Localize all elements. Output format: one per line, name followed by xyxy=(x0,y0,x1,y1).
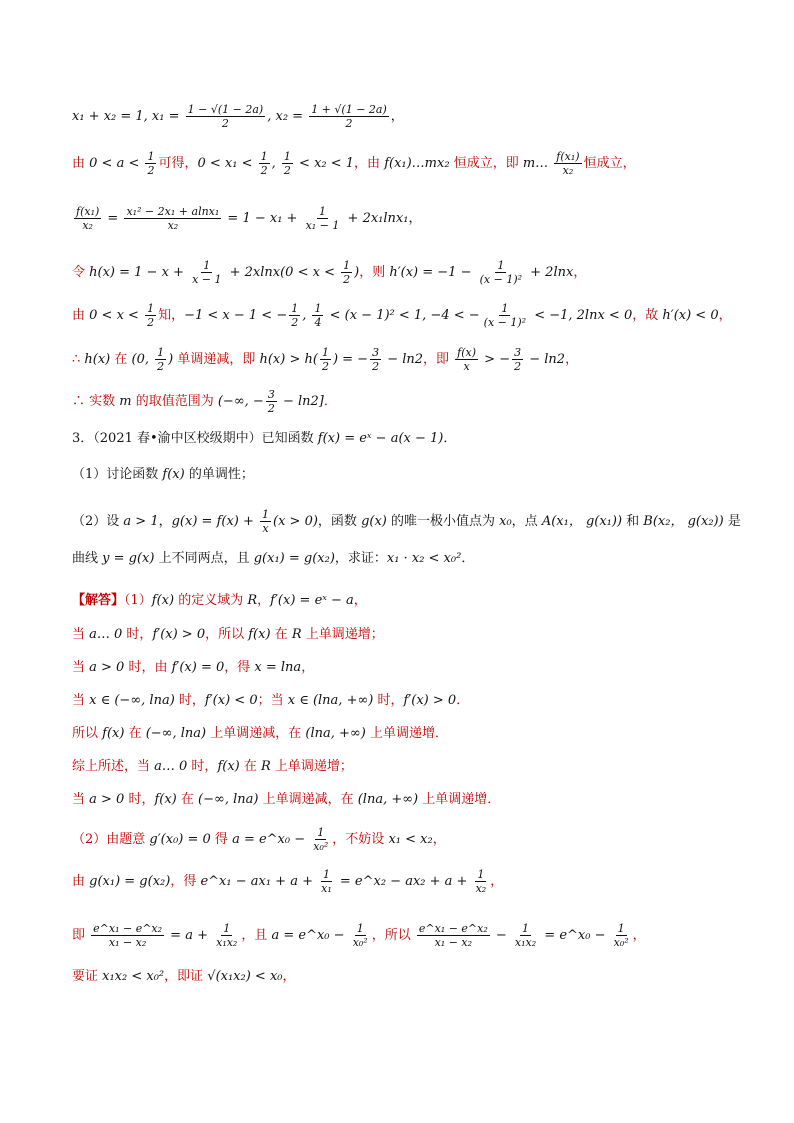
fraction-denominator: 2 xyxy=(147,164,155,177)
text-run: 和 xyxy=(622,514,644,529)
fraction xyxy=(304,205,342,232)
math-expression: 0 < a < xyxy=(89,156,144,171)
fraction-numerator: 3 xyxy=(514,346,522,359)
math-expression: > − xyxy=(480,352,511,367)
text-run: 恒成立，即 xyxy=(449,156,523,171)
text-run: ， xyxy=(632,928,646,943)
fraction-numerator: 1 + √(1 − 2a) xyxy=(311,103,387,116)
math-expression: h(x) = 1 − x + xyxy=(89,265,189,280)
math-expression: − xyxy=(491,928,511,943)
fraction xyxy=(259,150,270,177)
text-line xyxy=(72,626,384,644)
text-run: ， xyxy=(573,265,587,280)
math-expression: x ∈ (−∞, lna) xyxy=(89,693,175,708)
math-expression: √(x₁x₂) < x₀ xyxy=(207,969,283,984)
text-run: 时， xyxy=(373,693,404,708)
math-expression: −1 < x − 1 < − xyxy=(184,308,288,323)
fraction xyxy=(417,922,490,949)
text-run: ，所以 xyxy=(205,627,249,642)
text-run: 当 xyxy=(72,627,90,642)
text-run: 上单调递增； xyxy=(301,627,384,642)
fraction xyxy=(612,922,631,949)
text-run: ， xyxy=(158,514,172,529)
fraction-denominator: 2 xyxy=(283,164,291,177)
math-expression: + 2xlnx(0 < x < xyxy=(225,265,340,280)
text-run: 时，由 xyxy=(124,660,172,675)
fraction-denominator: 2 xyxy=(291,316,299,329)
fraction-numerator: 1 xyxy=(497,259,505,272)
text-run: 上单调递增； xyxy=(270,759,353,774)
math-expression: y = g(x) xyxy=(102,551,155,566)
text-run: 上不同两点，且 xyxy=(154,551,254,566)
text-run: ，所以 xyxy=(371,928,415,943)
fraction-numerator: 1 xyxy=(477,868,485,881)
text-run: 在 xyxy=(239,759,261,774)
fraction-numerator: 1 xyxy=(617,922,625,935)
fraction xyxy=(260,508,271,535)
text-run: ，即证 xyxy=(164,969,208,984)
fraction xyxy=(155,346,166,373)
text-run: ，且 xyxy=(241,928,272,943)
text-run: 在 xyxy=(110,352,132,367)
text-run: ． xyxy=(323,394,337,409)
math-expression: e^x₁ − ax₁ + a + xyxy=(200,874,318,889)
fraction-numerator: f(x) xyxy=(457,346,477,359)
fraction-numerator: 1 xyxy=(314,302,322,315)
math-expression: (−∞, lna) xyxy=(198,792,259,807)
math-expression: g(x) xyxy=(361,514,387,529)
math-expression: f′(x) = eˣ − a xyxy=(270,593,354,608)
math-expression: = xyxy=(103,211,123,226)
text-run: ，得 xyxy=(224,660,255,675)
text-run: ，由 xyxy=(354,156,385,171)
text-run: 当 xyxy=(72,660,90,675)
fraction-denominator: x₁ − 1 xyxy=(305,219,340,232)
fraction-numerator: 1 xyxy=(317,826,325,839)
text-run: ，点 xyxy=(511,514,542,529)
text-run: ． xyxy=(443,431,457,446)
text-line xyxy=(72,968,296,986)
text-run: 单调递减，即 xyxy=(173,352,260,367)
fraction-denominator: 4 xyxy=(314,316,322,329)
fraction xyxy=(190,259,223,286)
math-expression: < (x − 1)² < 1, −4 < − xyxy=(325,308,480,323)
text-run: ， xyxy=(390,109,404,124)
math-expression: (−∞, lna) xyxy=(145,726,207,741)
fraction-numerator: 1 xyxy=(319,205,326,218)
math-expression: − ln2 xyxy=(525,352,566,367)
text-run: 时， xyxy=(124,792,155,807)
fraction xyxy=(482,302,528,329)
text-run: ， xyxy=(432,832,446,847)
math-expression: < −1, 2lnx < 0 xyxy=(530,308,633,323)
text-run: 在 xyxy=(176,792,199,807)
text-run: ，求证： xyxy=(334,551,387,566)
math-expression: B(x₂， g(x₂)) xyxy=(643,514,724,529)
text-run: 的定义域为 xyxy=(174,593,248,608)
math-expression: R xyxy=(291,627,302,642)
fraction-numerator: e^x₁ − e^x₂ xyxy=(93,922,163,935)
text-line xyxy=(72,725,448,743)
fraction xyxy=(320,346,331,373)
math-expression: a… 0 xyxy=(154,759,188,774)
math-expression: m… xyxy=(522,156,553,171)
math-expression: = e^x₂ − ax₂ + a + xyxy=(335,874,472,889)
fraction-numerator: 1 xyxy=(260,150,268,163)
fraction xyxy=(478,259,524,286)
math-expression: x = lna xyxy=(254,660,302,675)
math-expression: − ln2] xyxy=(278,394,324,409)
fraction-denominator: x₂ xyxy=(82,219,93,232)
fraction-numerator: 1 xyxy=(283,150,291,163)
math-expression: , xyxy=(302,308,311,323)
text-line xyxy=(72,103,404,130)
text-run: 由 xyxy=(72,874,90,889)
fraction-numerator: 1 xyxy=(223,922,231,935)
fraction-denominator: (x − 1)² xyxy=(479,273,523,286)
fraction-denominator: x₂ xyxy=(167,219,179,232)
fraction-numerator: f(x₁) xyxy=(556,150,580,163)
math-expression: a = e^x₀ − xyxy=(271,928,349,943)
fraction-numerator: 1 xyxy=(157,346,165,359)
fraction xyxy=(370,346,381,373)
text-run: 得 xyxy=(210,832,233,847)
fraction-denominator: x₁ − x₂ xyxy=(434,936,473,949)
fraction-numerator: 1 − √(1 − 2a) xyxy=(187,103,264,116)
math-expression: ) xyxy=(354,265,360,280)
math-expression: − ln2 xyxy=(383,352,424,367)
text-run: ，函数 xyxy=(317,514,362,529)
text-line xyxy=(72,508,741,535)
text-run: 的单调性； xyxy=(184,467,254,482)
text-run: 时， xyxy=(122,627,153,642)
math-expression: f(x) = eˣ − a(x − 1) xyxy=(317,431,444,446)
math-expression: R xyxy=(247,593,258,608)
fraction-denominator: 2 xyxy=(221,117,229,130)
fraction xyxy=(312,302,323,329)
fraction-numerator: f(x₁) xyxy=(76,205,100,218)
math-expression: g(x) = f(x) + xyxy=(171,514,259,529)
math-expression: f(x₁)…mx₂ xyxy=(384,156,450,171)
fraction-denominator: x xyxy=(463,360,470,373)
text-run: 上单调递减，在 xyxy=(258,792,358,807)
text-run: 即 xyxy=(72,928,90,943)
math-expression: + 2x₁lnx₁ xyxy=(343,211,409,226)
math-expression: a > 0 xyxy=(89,660,125,675)
text-run: ；当 xyxy=(257,693,288,708)
text-line xyxy=(72,791,500,809)
text-run: ，得 xyxy=(170,874,201,889)
fraction-denominator: 2 xyxy=(260,164,268,177)
text-run: ， xyxy=(408,211,422,226)
math-expression: f(x) xyxy=(102,726,125,741)
fraction-denominator: 2 xyxy=(267,402,275,415)
fraction-denominator: x − 1 xyxy=(192,273,222,286)
text-run: 恒成立， xyxy=(583,156,636,171)
text-run: 上单调递增． xyxy=(365,726,448,741)
math-expression: m xyxy=(119,394,132,409)
math-expression: 0 < x₁ < xyxy=(197,156,257,171)
math-expression: < x₂ < 1 xyxy=(294,156,355,171)
fraction-denominator: 2 xyxy=(321,360,329,373)
math-expression: a = e^x₀ − xyxy=(232,832,310,847)
text-run: 上单调递减，在 xyxy=(206,726,306,741)
math-expression: , x₂ = xyxy=(267,109,308,124)
text-run: ， xyxy=(282,969,296,984)
text-line xyxy=(72,150,636,177)
math-expression: a > 0 xyxy=(89,792,125,807)
text-run: ， xyxy=(718,308,732,323)
fraction-numerator: 1 xyxy=(356,922,364,935)
fraction-numerator: 1 xyxy=(147,302,155,315)
text-run: ，不妨设 xyxy=(332,832,389,847)
math-expression: f(x) xyxy=(248,627,271,642)
text-run: 要证 xyxy=(72,969,103,984)
math-expression: h(x) > h( xyxy=(259,352,318,367)
math-expression: f′(x) < 0 xyxy=(204,693,258,708)
text-line xyxy=(72,592,367,610)
math-expression: x₀ xyxy=(499,514,512,529)
fraction-denominator: x₁x₂ xyxy=(514,936,537,949)
text-line xyxy=(72,205,421,232)
math-expression: g(x₁) = g(x₂) xyxy=(253,551,335,566)
fraction-denominator: 2 xyxy=(345,117,353,130)
math-expression: A(x₁， g(x₁)) xyxy=(541,514,623,529)
text-run: 的唯一极小值点为 xyxy=(386,514,500,529)
math-expression: = a + xyxy=(166,928,213,943)
fraction-denominator: 2 xyxy=(514,360,522,373)
answer-label: 【解答】 xyxy=(72,593,125,608)
fraction-denominator: (x − 1)² xyxy=(483,316,527,329)
text-run: 由 xyxy=(72,156,90,171)
fraction xyxy=(311,826,330,853)
text-run: ． xyxy=(456,693,470,708)
text-run: 3．（2021 春•渝中区校级期中）已知函数 xyxy=(72,431,318,446)
fraction xyxy=(309,103,389,130)
fraction-denominator: 2 xyxy=(372,360,380,373)
fraction xyxy=(319,868,334,895)
text-line xyxy=(72,259,586,286)
fraction-denominator: x₁ − x₂ xyxy=(108,936,147,949)
text-line xyxy=(72,466,254,484)
text-run: 当 xyxy=(72,693,90,708)
text-run: 所以 xyxy=(72,726,103,741)
math-expression: h′(x) = −1 − xyxy=(389,265,476,280)
fraction-denominator: x₀² xyxy=(352,936,368,949)
fraction-denominator: 2 xyxy=(343,273,351,286)
math-expression: f′(x) = 0 xyxy=(171,660,225,675)
math-expression: a > 1 xyxy=(123,514,159,529)
fraction-denominator: x₀² xyxy=(613,936,629,949)
fraction xyxy=(351,922,370,949)
text-run: 在 xyxy=(124,726,146,741)
fraction xyxy=(145,302,156,329)
text-run: ∴ xyxy=(72,352,85,367)
fraction-denominator: x xyxy=(262,522,269,535)
math-expression: f(x) xyxy=(217,759,240,774)
fraction-numerator: 1 xyxy=(262,508,270,521)
text-run: ，即 xyxy=(423,352,454,367)
math-expression: , xyxy=(271,156,280,171)
math-expression: ) = − xyxy=(332,352,369,367)
text-line xyxy=(72,388,337,415)
text-line xyxy=(72,302,732,329)
text-run: （2）设 xyxy=(72,514,124,529)
fraction xyxy=(455,346,478,373)
fraction xyxy=(282,150,293,177)
text-run: ，则 xyxy=(359,265,390,280)
fraction-numerator: 1 xyxy=(203,259,211,272)
math-expression: x₁ · x₂ < x₀² xyxy=(386,551,462,566)
fraction xyxy=(124,205,221,232)
text-run: ， xyxy=(565,352,579,367)
math-expression: g(x₁) = g(x₂) xyxy=(89,874,171,889)
text-line xyxy=(72,692,469,710)
text-run: 综上所述，当 xyxy=(72,759,155,774)
math-expression: g′(x₀) = 0 xyxy=(149,832,211,847)
fraction-numerator: 1 xyxy=(501,302,509,315)
fraction xyxy=(186,103,266,130)
fraction xyxy=(74,205,101,232)
math-expression: x₁ < x₂ xyxy=(388,832,433,847)
fraction xyxy=(91,922,164,949)
fraction-numerator: 1 xyxy=(322,868,330,881)
text-run: 是 xyxy=(723,514,741,529)
text-run: 知， xyxy=(158,308,185,323)
text-run: （1）讨论函数 xyxy=(72,467,163,482)
math-expression: x₁ + x₂ = 1, x₁ = xyxy=(72,109,184,124)
fraction-denominator: x₂ xyxy=(475,882,487,895)
fraction-numerator: 3 xyxy=(372,346,380,359)
fraction xyxy=(474,868,489,895)
math-expression: (lna, +∞) xyxy=(357,792,419,807)
text-run: ， xyxy=(301,660,315,675)
fraction xyxy=(214,922,239,949)
fraction-numerator: 3 xyxy=(267,388,275,401)
text-run: 曲线 xyxy=(72,551,103,566)
fraction xyxy=(266,388,277,415)
text-run: 可得， xyxy=(158,156,198,171)
math-expression: (x > 0) xyxy=(273,514,318,529)
text-run: ， xyxy=(490,874,504,889)
math-expression: f(x) xyxy=(154,792,177,807)
fraction-numerator: 1 xyxy=(321,346,329,359)
text-run: ， xyxy=(353,593,367,608)
math-expression: f(x) xyxy=(151,593,175,608)
math-expression: + 2lnx xyxy=(526,265,574,280)
fraction-numerator: 1 xyxy=(147,150,155,163)
fraction xyxy=(289,302,300,329)
text-run: ∴ 实数 xyxy=(72,394,120,409)
fraction-numerator: x₁² − 2x₁ + alnx₁ xyxy=(126,205,220,218)
fraction-denominator: x₀² xyxy=(313,840,329,853)
text-run: 上单调递增． xyxy=(418,792,501,807)
text-run: 的取值范围为 xyxy=(131,394,218,409)
text-run: 时， xyxy=(174,693,205,708)
fraction-denominator: x₁ xyxy=(321,882,332,895)
math-expression: (lna, +∞) xyxy=(305,726,366,741)
math-expression: x₁x₂ < x₀² xyxy=(102,969,165,984)
fraction-denominator: 2 xyxy=(157,360,165,373)
text-run: 由 xyxy=(72,308,90,323)
text-run: （1） xyxy=(124,593,152,608)
text-run: 当 xyxy=(72,792,90,807)
text-line xyxy=(72,758,353,776)
math-expression: = e^x₀ − xyxy=(540,928,610,943)
fraction xyxy=(341,259,352,286)
fraction xyxy=(554,150,581,177)
fraction xyxy=(512,346,523,373)
fraction-numerator: 1 xyxy=(343,259,351,272)
fraction-numerator: 1 xyxy=(291,302,299,315)
math-expression: (−∞, − xyxy=(217,394,264,409)
math-expression: f′(x) > 0 xyxy=(403,693,457,708)
math-expression: h′(x) < 0 xyxy=(662,308,719,323)
text-run: ，故 xyxy=(632,308,663,323)
fraction-denominator: 2 xyxy=(147,316,155,329)
fraction-denominator: x₂ xyxy=(562,164,574,177)
text-run: ． xyxy=(461,551,475,566)
fraction-numerator: 1 xyxy=(522,922,530,935)
math-expression: h(x) xyxy=(84,352,111,367)
math-expression: ) xyxy=(168,352,174,367)
fraction-numerator: e^x₁ − e^x₂ xyxy=(418,922,488,935)
math-expression: R xyxy=(261,759,271,774)
text-run: 在 xyxy=(270,627,292,642)
math-expression: f(x) xyxy=(162,467,185,482)
text-line xyxy=(72,826,446,853)
text-line xyxy=(72,922,646,949)
math-expression: f′(x) > 0 xyxy=(152,627,206,642)
text-line xyxy=(72,550,474,568)
fraction xyxy=(513,922,538,949)
math-expression: = 1 − x₁ + xyxy=(223,211,302,226)
text-run: 时， xyxy=(187,759,218,774)
text-run: ， xyxy=(257,593,271,608)
text-line xyxy=(72,868,503,895)
text-line xyxy=(72,346,578,373)
fraction xyxy=(145,150,156,177)
text-run: （2）由题意 xyxy=(72,832,150,847)
text-line xyxy=(72,430,456,448)
text-line xyxy=(72,659,314,677)
math-expression: x ∈ (lna, +∞) xyxy=(287,693,374,708)
fraction-denominator: x₁x₂ xyxy=(216,936,238,949)
math-expression: (0, xyxy=(131,352,154,367)
text-run: 令 xyxy=(72,265,90,280)
math-expression: 0 < x < xyxy=(89,308,144,323)
math-expression: a… 0 xyxy=(89,627,123,642)
